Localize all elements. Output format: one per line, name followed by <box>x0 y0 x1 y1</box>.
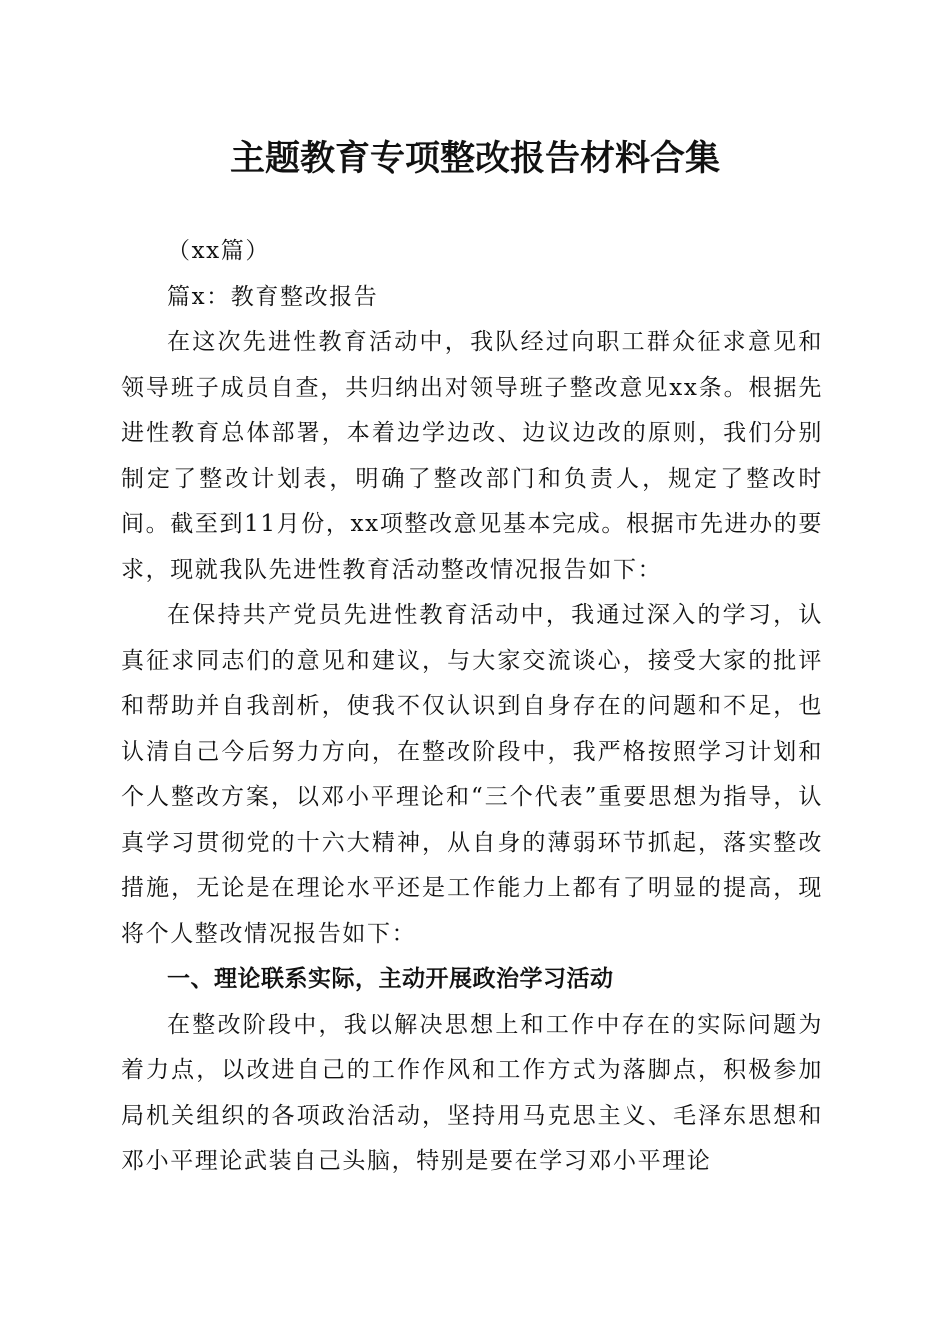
body-paragraph: 在保持共产党员先进性教育活动中，我通过深入的学习，认真征求同志们的意见和建议，与大家交流谈心，接受大家的批评和帮助并自我剖析，使我不仅认识到自身存在的问题和不足，也认清自己今后努力方向，在整改阶段中，我严格按照学习计划和个人整改方案，以邓小平理论和“三个代表”重要思想为指导，认真学习贯彻党的十六大精神，从自身的薄弱环节抓起，落实整改措施，无论是在理论水平还是工作能力上都有了明显的提高，现将个人整改情况报告如下： <box>121 602 823 947</box>
article-count-note: （xx篇） <box>167 238 270 264</box>
article-subtitle: 篇x：教育整改报告 <box>167 283 379 310</box>
section-heading: 一、理论联系实际，主动开展政治学习活动 <box>167 966 614 992</box>
document-title: 主题教育专项整改报告材料合集 <box>229 138 720 179</box>
document-body <box>121 229 823 1185</box>
body-paragraph: 在这次先进性教育活动中，我队经过向职工群众征求意见和领导班子成员自查，共归纳出对领导班子整改意见xx条。根据先进性教育总体部署，本着边学边改、边议边改的原则，我们分别制定了整改计划表，明确了整改部门和负责人，规定了整改时间。截至到11月份，xx项整改意见基本完成。根据市先进办的要求，现就我队先进性教育活动整改情况报告如下： <box>121 329 823 583</box>
body-paragraph: 在整改阶段中，我以解决思想上和工作中存在的实际问题为着力点，以改进自己的工作作风和工作方式为落脚点，积极参加局机关组织的各项政治活动，坚持用马克思主义、毛泽东思想和邓小平理论武装自己头脑，特别是要在学习邓小平理论 <box>121 1011 823 1174</box>
